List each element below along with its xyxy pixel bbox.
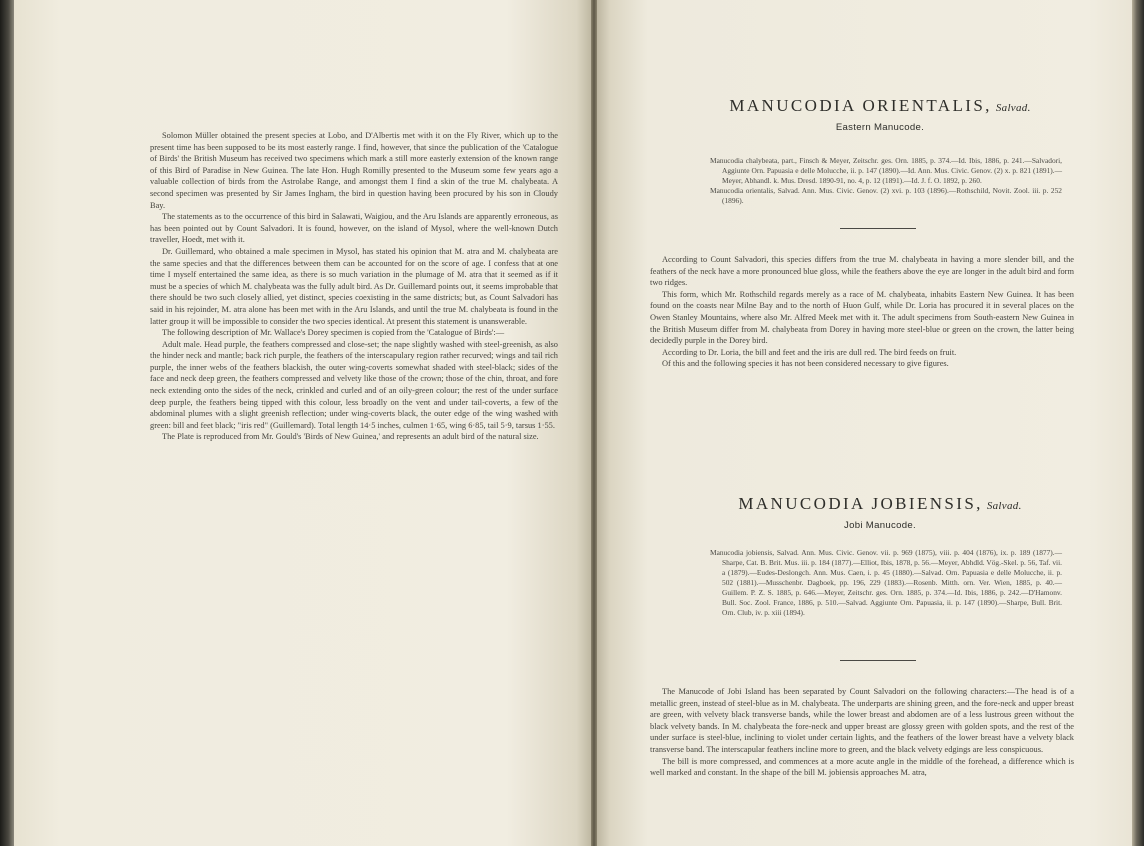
section2-common-name: Jobi Manucode.	[844, 520, 916, 531]
section1-author: Salvad.	[995, 102, 1031, 114]
section2-author: Salvad.	[986, 500, 1022, 512]
section1-synonymy	[710, 156, 1062, 206]
section2-paragraph: The Manucode of Jobi Island has been separated by Count Salvadori on the following characters:—The head is of a metallic green, instead of steel-blue as in M. chalybeata. The underparts are shining green, and the fore-neck and upper breast are green, with velvety black transverse bands, while the lower breast and abdomen are of a less lustrous green without the black velvety bands. In M. chalybeata the fore-neck and upper breast are glossy green with golden spots, and the rest of the under surface is steel-blue, inclining to violet under certain lights, and the feathers of the lower breast have a velvety black transverse band. The interscapular feathers incline more to green, and the black velvety edgings are less conspicuous.	[650, 687, 1074, 754]
section2-title: MANUCODIA JOBIENSIS,	[738, 494, 983, 513]
book-gutter	[591, 0, 597, 846]
left-paragraph: Adult male. Head purple, the feathers compressed and close-set; the nape slightly washed with steel-greenish, as also the hinder neck and mantle; back rich purple, the feathers of the interscapulary region rather recurved; wings and tail rich purple, the inner webs of the feathers blackish, the outer wing-coverts somewhat shaded with steel-black; sides of the face and neck deep green, the feathers compressed and velvety like those of the crown; those of the chin, throat, and fore neck extending onto the sides of the neck, crinkled and curled and of an oily-green colour; the rest of the under surface deep purple, the feathers being tipped with this colour, less broadly on the vent and under tail-coverts, a few of the abdominal plumes with a slight greenish reflection; under wing-coverts black, the outer edge of the wing washed with green: bill and feet black; "iris red" (Guillemard). Total length 14·5 inches, culmen 1·65, wing 6·85, tail 5·9, tarsus 1·55.	[150, 339, 558, 430]
section1-paragraph: According to Count Salvadori, this species differs from the true M. chalybeata in having a more slender bill, and the feathers of the neck have a more pronounced blue gloss, while the feathers above the eye are longer in the adult bird and form two ridges.	[650, 255, 1074, 288]
section1-paragraph: According to Dr. Loria, the bill and feet and the iris are dull red. The bird feeds on fruit.	[662, 347, 957, 357]
section2-paragraph: The bill is more compressed, and commences at a more acute angle in the middle of the forehead, a difference which is well marked and constant. In the shape of the bill M. jobiensis approaches M. atra,	[650, 756, 1074, 778]
section1-paragraph: This form, which Mr. Rothschild regards merely as a race of M. chalybeata, inhabits Eastern New Guinea. It has been found on the coasts near Milne Bay and to the north of Huon Gulf, while Dr. Loria has procured it in several places on the Owen Stanley Mountains, where also Mr. Alfred Meek met with it. The adult specimens from South-eastern New Guinea in the British Museum differ from M. chalybeata from Dorey in having more steel-blue or green on the crown, the latter being decidedly purple in the Dorey bird.	[650, 289, 1074, 346]
left-paragraph: Solomon Müller obtained the present species at Lobo, and D'Albertis met with it on the Fly River, which up to the present time has been supposed to be its most easterly range. I find, however, that since the publication of the 'Catalogue of Birds' the British Museum has received two specimens which mark a still more easterly extension of the known range of this Bird of Paradise in New Guinea. The late Hon. Hugh Romilly presented to the Museum some few years ago a valuable collection of birds from the Astrolabe Range, and amongst them I find a skin of the true M. chalybeata. A second specimen was presented by Sir James Ingham, the bird in question having been procured by his son in Cloudy Bay.	[150, 131, 558, 210]
left-paragraph: The following description of Mr. Wallace's Dorey specimen is copied from the 'Catalogue of Birds':—	[162, 328, 505, 338]
book-edge-right	[1132, 0, 1144, 846]
section2-synonymy	[710, 548, 1062, 618]
section2-text	[650, 686, 1074, 779]
synonym-entry: Manucodia jobiensis, Salvad. Ann. Mus. Civic. Genov. vii. p. 969 (1875), viii. p. 404 (1876), ix. p. 189 (1877).—Sharpe, Cat. B. Brit. Mus. iii. p. 184 (1877).—Elliot, Ibis, 1878, p. 56.—Meyer, Abhdld. Vög.-Skel. p. 56, Taf. vii. a (1879).—Eudes-Deslongch. Ann. Mus. Caen, i. p. 45 (1880).—Salvad. Orn. Papuasia e delle Molucche, ii. p. 502 (1881).—Musschenbr. Dagboek, pp. 196, 229 (1883).—Rosenb. Mitth. orn. Ver. Wien, 1885, p. 40.—Guillem. P. Z. S. 1885, p. 646.—Meyer, Zeitschr. ges. Orn. 1885, p. 374.—Id. Ibis, 1886, p. 242.—D'Hamonv. Bull. Soc. Zool. France, 1886, p. 510.—Salvad. Aggiunte Orn. Papuasia, ii. p. 147 (1890).—Sharpe, Bull. Brit. Orn. Club, iv. p. xiii (1894).	[710, 548, 1062, 617]
section-divider	[840, 228, 916, 229]
section-divider	[840, 660, 916, 661]
left-paragraph: The statements as to the occurrence of this bird in Salawati, Waigiou, and the Aru Islands are apparently erroneous, as has been pointed out by Count Salvadori. It is found, however, on the island of Mysol, where the well-known Dutch traveller, Hoedt, met with it.	[150, 212, 558, 245]
book-edge-left	[0, 0, 14, 846]
synonym-entry: Manucodia orientalis, Salvad. Ann. Mus. Civic. Genov. (2) xvi. p. 103 (1896).—Rothschild, Novit. Zool. iii. p. 252 (1896).	[710, 186, 1062, 205]
section1-paragraph: Of this and the following species it has not been considered necessary to give figures.	[662, 359, 949, 369]
section1-heading	[700, 96, 1060, 133]
left-paragraph: Dr. Guillemard, who obtained a male specimen in Mysol, has stated his opinion that M. atra and M. chalybeata are the same species and that the differences between them can be accounted for on the score of age. I confess that at one time I myself entertained the same idea, as there is so much variation in the plumage of M. atra that it seemed as if it must be a species of which M. chalybeata was the fully adult bird. As Dr. Guillemard points out, it seems improbable that there should be two such closely allied, yet distinct, species coexisting in the same districts; but, as Count Salvadori has said in his rejoinder, M. atra alone has been met with in the Aru Islands, and until the true M. chalybeata is found in the latter group it will be impossible to consider the two species identical. At present this statement is unanswerable.	[150, 246, 558, 326]
synonym-entry: Manucodia chalybeata, part., Finsch & Meyer, Zeitschr. ges. Orn. 1885, p. 374.—Id. Ibis, 1886, p. 241.—Salvadori, Aggiunte Orn. Papuasia e delle Molucche, ii. p. 147 (1890).—Id. Ann. Mus. Civic. Genov. (2) x. p. 821 (1891).—Meyer, Abhandl. k. Mus. Dresd. 1890-91, no. 4, p. 12 (1891).—Id. J. f. O. 1892, p. 260.	[710, 156, 1062, 185]
left-page-text	[150, 130, 558, 443]
left-paragraph: The Plate is reproduced from Mr. Gould's 'Birds of New Guinea,' and represents an adult bird of the natural size.	[162, 432, 539, 442]
section2-heading	[700, 494, 1060, 531]
section1-common-name: Eastern Manucode.	[835, 122, 925, 133]
section1-text	[650, 254, 1074, 370]
section1-title: MANUCODIA ORIENTALIS,	[729, 96, 992, 115]
